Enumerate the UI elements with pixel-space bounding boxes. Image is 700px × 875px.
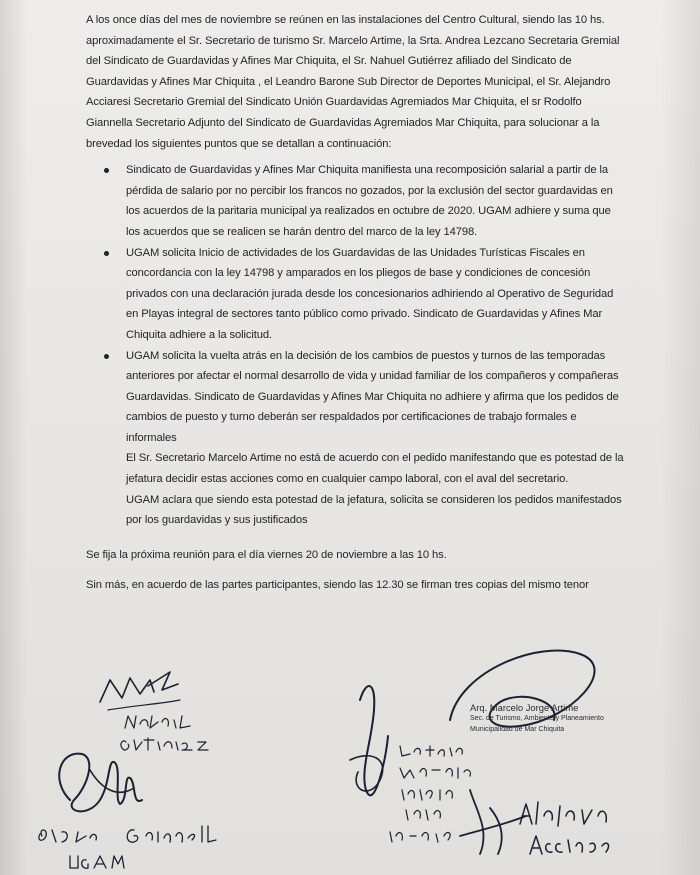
point-text: UGAM solicita la vuelta atrás en la decisión de los cambios de puestos y turnos de las temporadas anteriores por afectar el normal desarrollo de vida y unidad familiar de los compañeros y compañeras Guardavidas. Sindicato de Guardavidas y Afines Mar Chiquita no adhiere y afirma que los pedidos de cambios de puesto y turno deberán ser respaldados por certificaciones de trabajo formales e informales — [126, 349, 619, 444]
stamp-name: Arq. Marcelo Jorge Artime — [470, 702, 579, 713]
point-text: UGAM solicita Inicio de actividades de los Guardavidas de las Unidades Turísticas Fiscales en concordancia con la ley 14798 y amparados en los pliegos de base y condiciones de concesión privados con una declaración jurada desde los concesionarios adhiriendo al Operativo de Seguridad en Playas integral de sectores tanto público como privado. Sindicato de Guardavidas y Afines Mar Chiquita adhiere a la solicitud. — [126, 246, 614, 341]
signatures-area — [0, 640, 700, 875]
official-stamp — [470, 702, 670, 735]
signatures-left-image — [30, 650, 290, 875]
secretary-response: El Sr. Secretario Marcelo Artime no está de acuerdo con el pedido manifestando que es potestad de la jefatura decidir estas acciones como en cualquier campo laboral, con el aval del secretario. — [126, 452, 624, 486]
document-body — [86, 10, 626, 596]
stamp-line-1: Sec. de Turismo, Ambiente y Planeamiento — [470, 715, 604, 722]
points-list — [86, 160, 626, 448]
intro-paragraph: A los once días del mes de noviembre se reúnen en las instalaciones del Centro Cultural, siendo las 10 hs. aproximadamente el Sr. Secretario de turismo Sr. Marcelo Artime, la Srta. Andrea Lezcano Secretaria Gremial del Sindicato de Guardavidas y Afines Mar Chiquita, el Sr. Nahuel Gutiérrez afiliado del Sindicato de Guardavidas y Afines Mar Chiquita , el Leandro Barone Sub Director de Deportes Municipal, el Sr. Alejandro Acciaresi Secretario Gremial del Sindicato Unión Guardavidas Agremiados Mar Chiquita, el sr Rodolfo Giannella Secretario Adjunto del Sindicato de Guardavidas Agremiados Mar Chiquita, para solucionar a la brevedad los siguientes puntos que se detallan a continuación: — [86, 14, 620, 150]
signatures-right-image — [330, 640, 700, 875]
bullet-icon — [104, 168, 109, 173]
closing-text: Sin más, en acuerdo de las partes participantes, siendo las 12.30 se firman tres copias del mismo tenor — [86, 579, 589, 592]
point-text: Sindicato de Guardavidas y Afines Mar Chiquita manifiesta una recomposición salarial a partir de la pérdida de salario por no percibir los francos no gozados, por la exclusión del sector guardavidas en los acuerdos de la paritaria municipal ya realizados en octubre de 2020. UGAM adhiere y suma que los acuerdos que se realicen se harán dentro del marco de la ley 14798. — [126, 164, 613, 238]
bullet-icon — [104, 251, 109, 256]
list-item — [126, 243, 626, 346]
list-item — [126, 160, 626, 242]
next-meeting-text: Se fija la próxima reunión para el día viernes 20 de noviembre a las 10 hs. — [86, 548, 447, 561]
stamp-line-2: Municipalidad de Mar Chiquita — [470, 726, 565, 733]
ugam-clarification: UGAM aclara que siendo esta potestad de la jefatura, solicita se consideren los pedidos manifestados por los guardavidas y sus justificados — [126, 493, 622, 527]
list-item — [126, 346, 626, 449]
bullet-icon — [104, 354, 109, 359]
